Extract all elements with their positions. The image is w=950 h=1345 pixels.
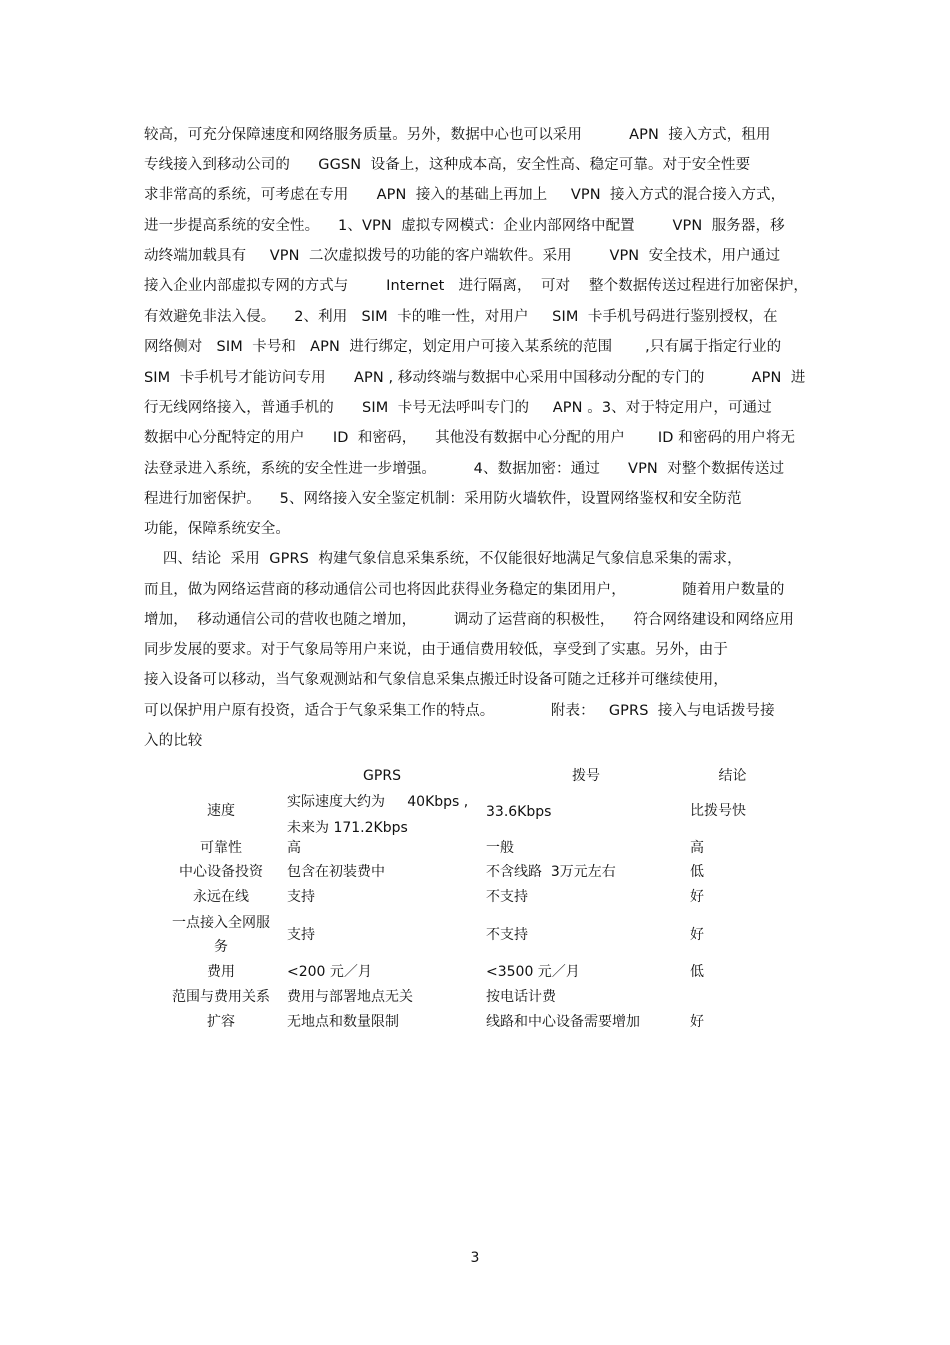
text-line: 进一步提高系统的安全性。 1、VPN 虚拟专网模式：企业内部网络中配置 VPN 服务器，移 — [144, 218, 785, 234]
table-cell: 好 — [690, 1014, 704, 1030]
table-cell: 好 — [690, 927, 704, 943]
table-cell: 比拨号快 — [690, 803, 746, 819]
table-cell: 不支持 — [486, 927, 528, 943]
table-cell: 扩容 — [207, 1014, 235, 1030]
text-line: SIM 卡手机号才能访问专用 APN , 移动终端与数据中心采用中国移动分配的专门的 APN 进 — [144, 370, 806, 386]
table-cell: 线路和中心设备需要增加 — [486, 1014, 640, 1030]
table-cell: <3500 元／月 — [486, 964, 580, 980]
text-line: 入的比较 — [144, 733, 203, 749]
text-line: 功能，保障系统安全。 — [144, 521, 290, 537]
text-line: 法登录进入系统，系统的安全性进一步增强。 4、数据加密：通过 VPN 对整个数据传送过 — [144, 461, 785, 477]
text-line: 而且，做为网络运营商的移动通信公司也将因此获得业务稳定的集团用户， 随着用户数量的 — [144, 582, 785, 598]
table-cell: 包含在初装费中 — [287, 864, 385, 880]
page-number: 3 — [470, 1250, 480, 1266]
table-cell: 费用 — [207, 964, 235, 980]
table-cell: 一点接入全网服 务 — [172, 915, 270, 955]
table-cell: 33.6Kbps — [486, 804, 552, 820]
text-line: 专线接入到移动公司的 GGSN 设备上，这种成本高，安全性高、稳定可靠。对于安全性要 — [144, 157, 751, 173]
table-cell: 支持 — [287, 889, 315, 905]
table-cell: 可靠性 — [200, 840, 242, 856]
text-line: 程进行加密保护。 5、网络接入安全鉴定机制：采用防火墙软件，设置网络鉴权和安全防范 — [144, 491, 742, 507]
table-cell: 好 — [690, 889, 704, 905]
table-cell: 不含线路 3万元左右 — [486, 864, 616, 880]
table-cell: 高 — [287, 840, 301, 856]
table-cell: 低 — [690, 964, 704, 980]
text-line: 行无线网络接入，普通手机的 SIM 卡号无法呼叫专门的 APN 。3、对于特定用户，可通过 — [144, 400, 772, 416]
text-line: 同步发展的要求。对于气象局等用户来说，由于通信费用较低，享受到了实惠。另外，由于 — [144, 642, 728, 658]
table-header: 结论 — [718, 768, 747, 784]
table-cell: 高 — [690, 840, 704, 856]
table-cell: 范围与费用关系 — [172, 989, 270, 1005]
text-line: 可以保护用户原有投资，适合于气象采集工作的特点。 附表： GPRS 接入与电话拨号接 — [144, 703, 775, 719]
text-line: 网络侧对 SIM 卡号和 APN 进行绑定，划定用户可接入某系统的范围 ,只有属于指定行业的 — [144, 339, 782, 355]
text-line: 接入设备可以移动，当气象观测站和气象信息采集点搬迁时设备可随之迁移并可继续使用， — [144, 672, 728, 688]
table-cell: 永远在线 — [193, 889, 249, 905]
table-header: 拨号 — [572, 768, 600, 784]
text-line: 四、结论 采用 GPRS 构建气象信息采集系统，不仅能很好地满足气象信息采集的需求， — [144, 551, 742, 567]
table-cell: <200 元／月 — [287, 964, 372, 980]
table-cell: 中心设备投资 — [179, 864, 263, 880]
table-header: GPRS — [363, 768, 401, 784]
text-line: 较高，可充分保障速度和网络服务质量。另外，数据中心也可以采用 APN 接入方式，租用 — [144, 127, 771, 143]
text-line: 数据中心分配特定的用户 ID 和密码， 其他没有数据中心分配的用户 ID 和密码的用户将无 — [144, 430, 796, 446]
text-line: 接入企业内部虚拟专网的方式与 Internet 进行隔离， 可对 整个数据传送过程进行加密保护， — [144, 278, 809, 294]
text-line: 求非常高的系统，可考虑在专用 APN 接入的基础上再加上 VPN 接入方式的混合接入方式， — [144, 187, 786, 203]
table-cell: 按电话计费 — [486, 989, 556, 1005]
table-cell: 实际速度大约为 40Kbps , 未来为 171.2Kbps — [287, 794, 469, 836]
table-cell: 一般 — [486, 840, 514, 856]
table-cell: 支持 — [287, 927, 315, 943]
text-line: 有效避免非法入侵。 2、利用 SIM 卡的唯一性，对用户 SIM 卡手机号码进行鉴别授权，在 — [144, 309, 778, 325]
table-cell: 低 — [690, 864, 704, 880]
table-cell: 费用与部署地点无关 — [287, 989, 413, 1005]
table-cell: 无地点和数量限制 — [287, 1014, 399, 1030]
table-cell: 速度 — [207, 803, 235, 819]
text-line: 动终端加载具有 VPN 二次虚拟拨号的功能的客户端软件。采用 VPN 安全技术，用户通过 — [144, 248, 781, 264]
text-line: 增加， 移动通信公司的营收也随之增加， 调动了运营商的积极性， 符合网络建设和网络应用 — [144, 612, 794, 628]
table-cell: 不支持 — [486, 889, 528, 905]
